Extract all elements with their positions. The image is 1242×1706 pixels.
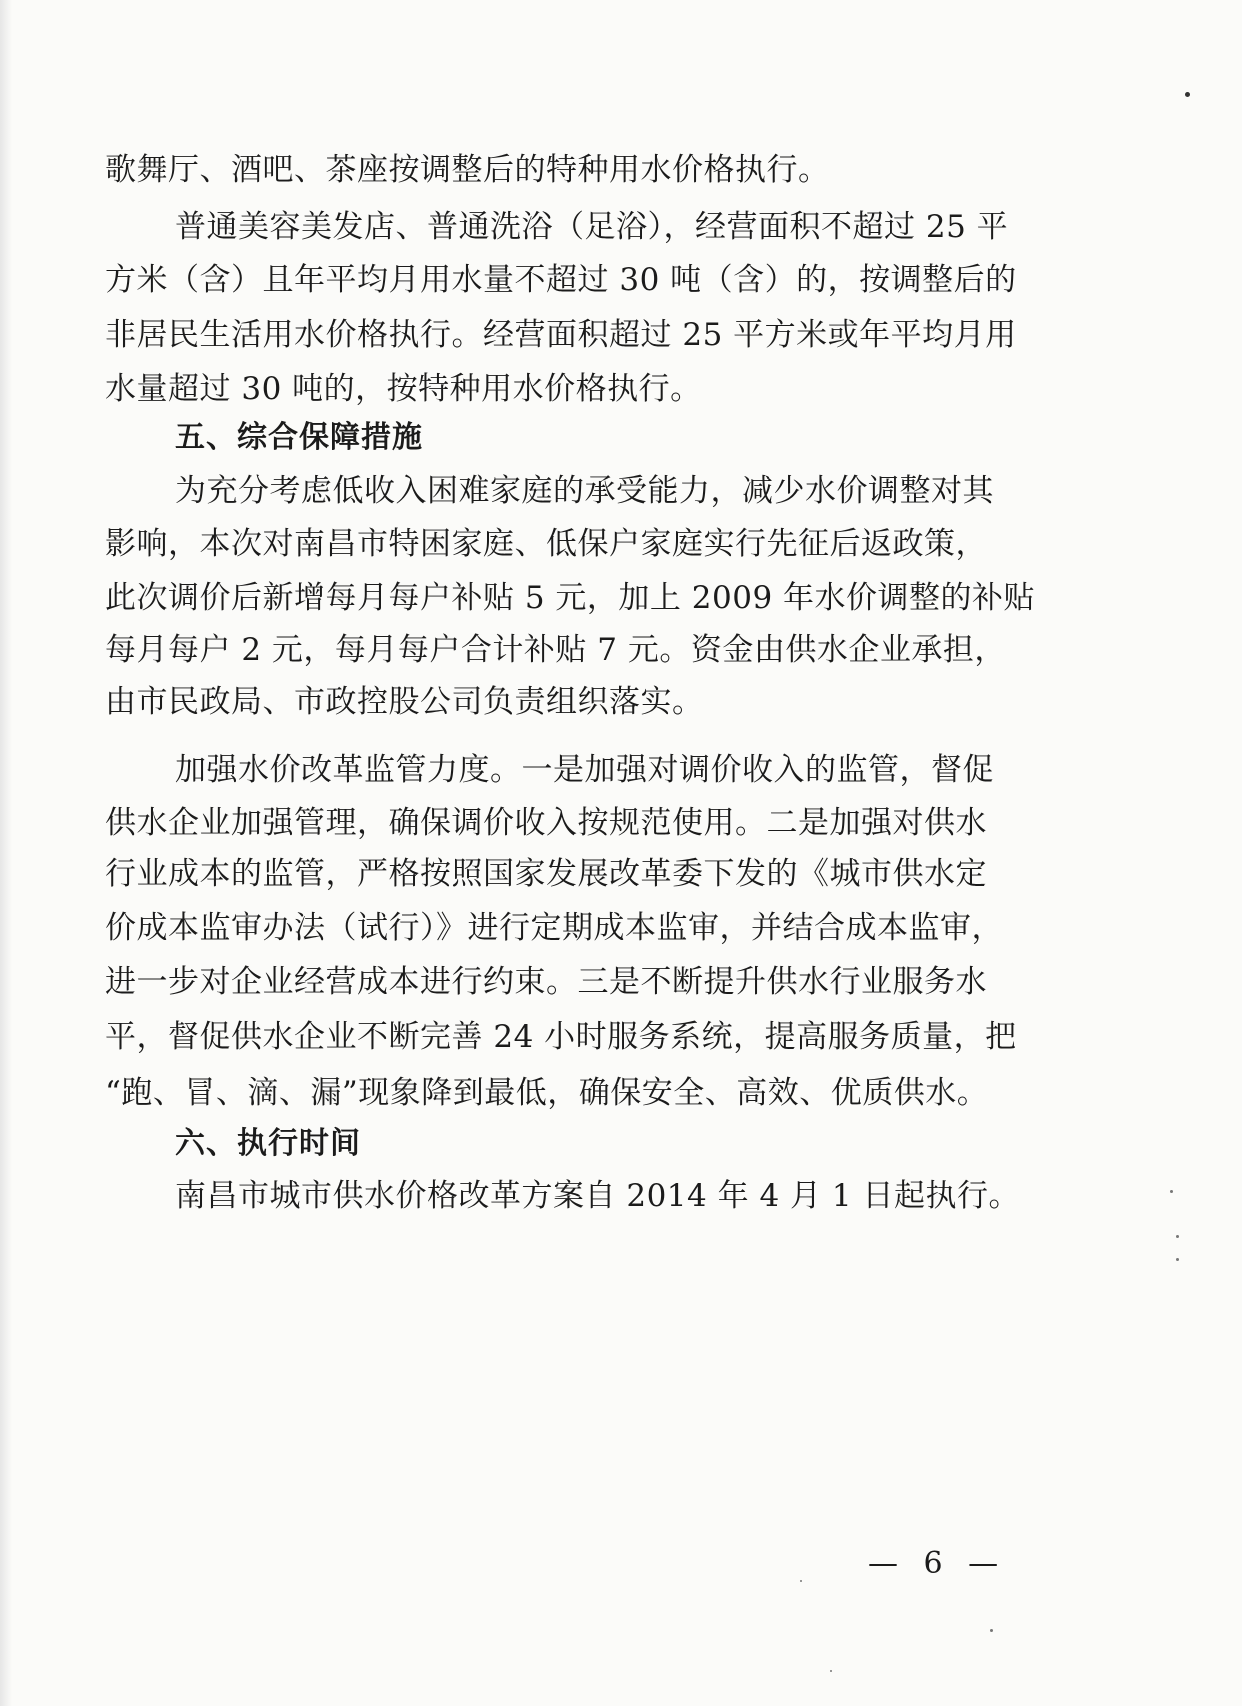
paragraph-line: 影响，本次对南昌市特困家庭、低保户家庭实行先征后返政策，: [105, 526, 987, 562]
page-number: — 6 —: [868, 1546, 1007, 1581]
scan-speck: [1185, 92, 1190, 97]
paragraph-line: 为充分考虑低收入困难家庭的承受能力，减少水价调整对其: [175, 473, 994, 509]
scan-speck: [990, 1629, 993, 1632]
paragraph-line: 行业成本的监管，严格按照国家发展改革委下发的《城市供水定: [105, 856, 987, 892]
paragraph-line: 普通美容美发店、普通洗浴（足浴），经营面积不超过 25 平: [175, 209, 1009, 245]
paragraph-line: 加强水价改革监管力度。一是加强对调价收入的监管，督促: [175, 752, 994, 788]
section-heading: 六、执行时间: [175, 1126, 361, 1161]
paragraph-line: 供水企业加强管理，确保调价收入按规范使用。二是加强对供水: [105, 805, 987, 841]
scan-speck: [1170, 1190, 1173, 1193]
paragraph-line: 歌舞厅、酒吧、茶座按调整后的特种用水价格执行。: [105, 152, 830, 188]
paragraph-line: 价成本监审办法（试行）》进行定期成本监审，并结合成本监审，: [105, 910, 1003, 946]
paragraph-line: 非居民生活用水价格执行。经营面积超过 25 平方米或年平均月用: [105, 317, 1017, 353]
paragraph-line: 由市民政局、市政控股公司负责组织落实。: [105, 684, 704, 720]
paragraph-line: 方米（含）且年平均月用水量不超过 30 吨（含）的，按调整后的: [105, 262, 1017, 298]
paragraph-line: 水量超过 30 吨的，按特种用水价格执行。: [105, 371, 702, 407]
paragraph-line: 此次调价后新增每月每户补贴 5 元，加上 2009 年水价调整的补贴: [105, 580, 1036, 616]
paragraph-line: 进一步对企业经营成本进行约束。三是不断提升供水行业服务水: [105, 964, 987, 1000]
scan-speck: [800, 1580, 802, 1582]
scan-speck: [830, 1670, 832, 1672]
paragraph-line: “跑、冒、滴、漏”现象降到最低，确保安全、高效、优质供水。: [105, 1075, 989, 1111]
scan-speck: [1176, 1258, 1179, 1261]
paragraph-line: 南昌市城市供水价格改革方案自 2014 年 4 月 1 日起执行。: [175, 1178, 1020, 1214]
scan-shadow-edge: [0, 0, 12, 1706]
paragraph-line: 平，督促供水企业不断完善 24 小时服务系统，提高服务质量，把: [105, 1019, 1017, 1055]
paragraph-line: 每月每户 2 元，每月每户合计补贴 7 元。资金由供水企业承担，: [105, 632, 1006, 668]
section-heading: 五、综合保障措施: [175, 420, 423, 455]
scan-speck: [1176, 1235, 1179, 1238]
